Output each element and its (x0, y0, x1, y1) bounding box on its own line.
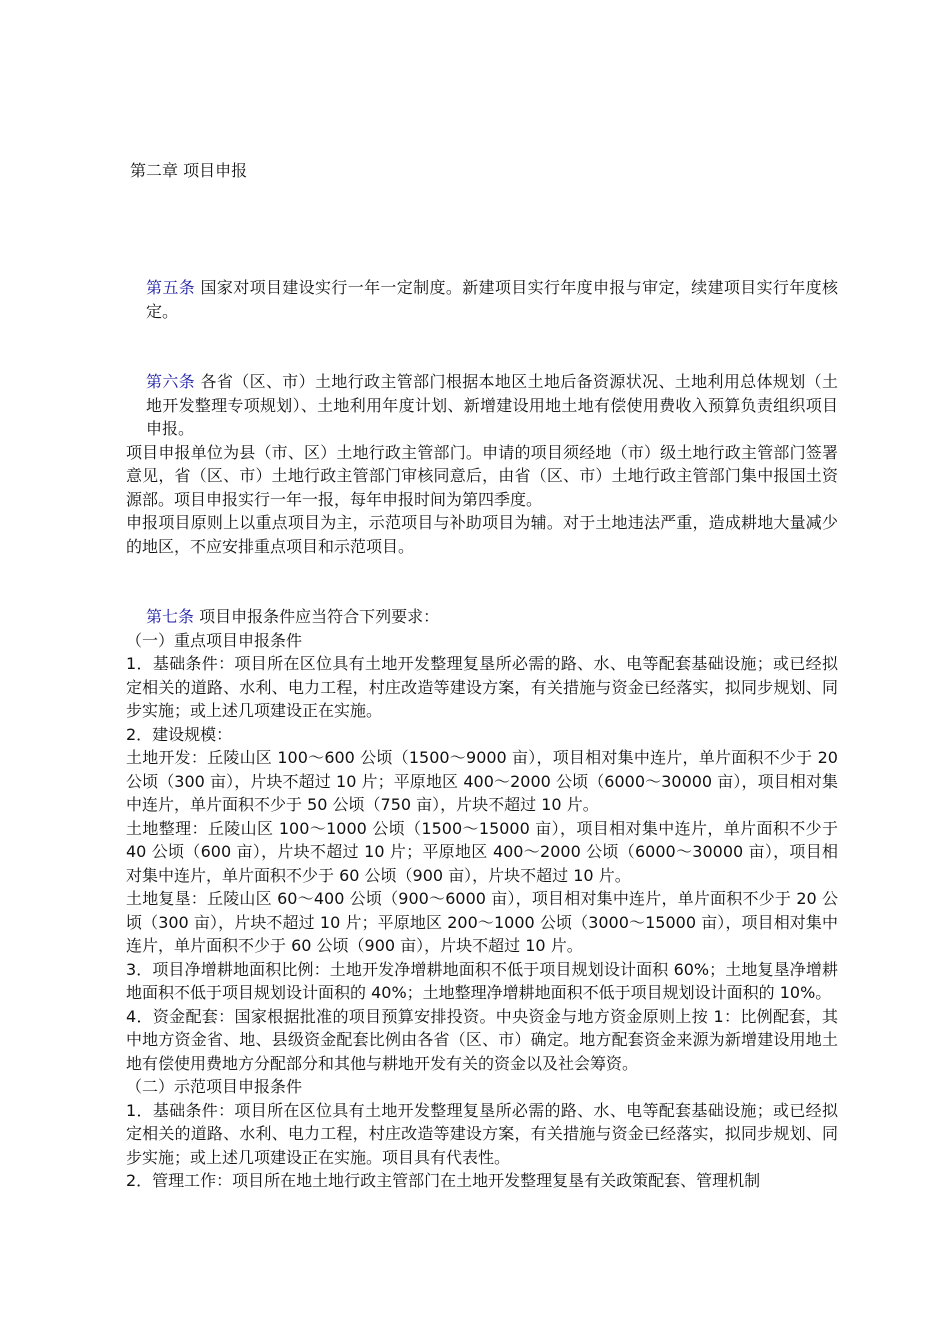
article-label: 第七条 (146, 607, 195, 626)
paragraph: 土地整理：丘陵山区 100～1000 公顷（1500～15000 亩），项目相对集中连片，单片面积不少于 40 公顷（600 亩），片块不超过 10 片；平原地区 400～2000 公顷（6000～30000 亩），项目相对集中连片，单片面积不少于 60 公顷（900 亩），片块不超过 10 片。 (126, 818, 838, 885)
paragraph: 3．项目净增耕地面积比例：土地开发净增耕地面积不低于项目规划设计面积 60%；土地复垦净增耕地面积不低于项目规划设计面积的 40%；土地整理净增耕地面积不低于项目规划设计面积的 10%。 (126, 959, 838, 1002)
article-text: 各省（区、市）土地行政主管部门根据本地区土地后备资源状况、土地利用总体规划（土地开发整理专项规划）、土地利用年度计划、新增建设用地土地有偿使用费收入预算负责组织项目申报。 (146, 372, 838, 438)
article-5-paragraph (126, 276, 838, 323)
article-label: 第六条 (146, 372, 196, 391)
paragraph: 2．管理工作：项目所在地土地行政主管部门在土地开发整理复垦有关政策配套、管理机制 (126, 1171, 761, 1190)
article-7-paragraph (126, 605, 838, 629)
article-text: 国家对项目建设实行一年一定制度。新建项目实行年度申报与审定，续建项目实行年度核定。 (146, 278, 838, 321)
article-5 (126, 276, 838, 323)
section-heading: （一）重点项目申报条件 (126, 630, 303, 650)
paragraph: 1．基础条件：项目所在区位具有土地开发整理复垦所必需的路、水、电等配套基础设施；或已经拟定相关的道路、水利、电力工程，村庄改造等建设方案，有关措施与资金已经落实，拟同步规划、同步实施；或上述几项建设正在实施。项目具有代表性。 (126, 1100, 838, 1167)
paragraph: 2．建设规模： (126, 724, 233, 744)
paragraph: 土地开发：丘陵山区 100～600 公顷（1500～9000 亩），项目相对集中连片，单片面积不少于 20 公顷（300 亩），片块不超过 10 片；平原地区 400～2000 公顷（6000～30000 亩），项目相对集中连片，单片面积不少于 50 公顷（750 亩），片块不超过 10 片。 (126, 748, 838, 814)
paragraph: 4．资金配套：国家根据批准的项目预算安排投资。中央资金与地方资金原则上按 1：比例配套，其中地方资金省、地、县级资金配套比例由各省（区、市）确定。地方配套资金来源为新增建设用地土地有偿使用费地方分配部分和其他与耕地开发有关的资金以及社会筹资。 (126, 1006, 838, 1073)
article-7 (126, 605, 838, 1193)
chapter-title: 第二章 项目申报 (130, 161, 248, 180)
paragraph: 申报项目原则上以重点项目为主，示范项目与补助项目为辅。对于土地违法严重，造成耕地大量减少的地区，不应安排重点项目和示范项目。 (126, 513, 838, 556)
article-6-paragraph (126, 370, 838, 441)
article-text: 项目申报条件应当符合下列要求： (199, 607, 440, 626)
section-heading: （二）示范项目申报条件 (126, 1077, 303, 1096)
paragraph: 项目申报单位为县（市、区）土地行政主管部门。申请的项目须经地（市）级土地行政主管部门签署意见，省（区、市）土地行政主管部门审核同意后，由省（区、市）土地行政主管部门集中报国土资源部。项目申报实行一年一报，每年申报时间为第四季度。 (126, 442, 838, 509)
article-6 (126, 370, 838, 558)
article-label: 第五条 (146, 278, 196, 297)
paragraph: 土地复垦：丘陵山区 60～400 公顷（900～6000 亩），项目相对集中连片，单片面积不少于 20 公顷（300 亩），片块不超过 10 片；平原地区 200～1000 公顷（3000～15000 亩），项目相对集中连片，单片面积不少于 60 公顷（900 亩），片块不超过 10 片。 (126, 889, 838, 955)
paragraph: 1．基础条件：项目所在区位具有土地开发整理复垦所必需的路、水、电等配套基础设施；或已经拟定相关的道路、水利、电力工程，村庄改造等建设方案，有关措施与资金已经落实，拟同步规划、同步实施；或上述几项建设正在实施。 (126, 654, 838, 720)
